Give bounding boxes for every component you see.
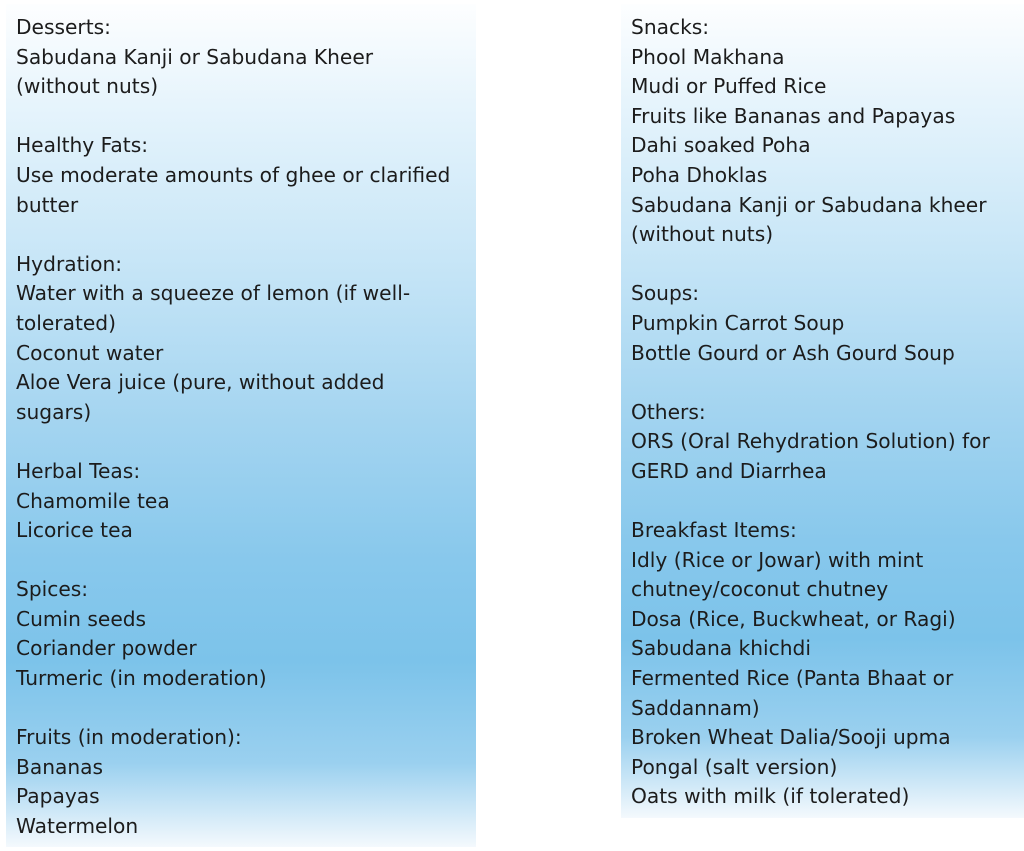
list-item: Bananas <box>16 754 104 779</box>
section-heading: Soups: <box>631 281 700 306</box>
list-item: Saddannam) <box>631 695 760 720</box>
list-item: Idly (Rice or Jowar) with mint <box>631 547 924 572</box>
list-item: Pongal (salt version) <box>631 754 838 779</box>
list-item: Aloe Vera juice (pure, without added <box>16 370 385 395</box>
section-herbal-teas <box>16 457 476 546</box>
list-item: Papayas <box>16 784 100 809</box>
list-item: (without nuts) <box>16 74 159 99</box>
section-spices <box>16 575 476 693</box>
section-heading: Fruits (in moderation): <box>16 725 242 750</box>
section-others <box>631 398 1024 487</box>
list-item: sugars) <box>16 399 92 424</box>
list-item: Cumin seeds <box>16 606 147 631</box>
list-item: Pumpkin Carrot Soup <box>631 310 845 335</box>
list-item: Chamomile tea <box>16 488 170 513</box>
list-item: Poha Dhoklas <box>631 162 768 187</box>
list-item: Dahi soaked Poha <box>631 133 811 158</box>
section-heading: Breakfast Items: <box>631 518 797 543</box>
section-heading: Snacks: <box>631 15 710 39</box>
section-heading: Others: <box>631 399 706 424</box>
list-item: GERD and Diarrhea <box>631 458 827 483</box>
section-heading: Healthy Fats: <box>16 133 149 158</box>
section-heading: Desserts: <box>16 15 111 39</box>
list-item: Licorice tea <box>16 518 133 543</box>
list-item: Watermelon <box>16 814 139 839</box>
list-item: Use moderate amounts of ghee or clarified <box>16 162 451 187</box>
section-heading: Hydration: <box>16 251 123 276</box>
list-item: Mudi or Puffed Rice <box>631 74 827 99</box>
list-item: Phool Makhana <box>631 44 785 69</box>
list-item: Fermented Rice (Panta Bhaat or <box>631 666 954 691</box>
list-item: ORS (Oral Rehydration Solution) for <box>631 429 990 454</box>
list-item: Dosa (Rice, Buckwheat, or Ragi) <box>631 606 956 631</box>
list-item: Broken Wheat Dalia/Sooji upma <box>631 725 951 750</box>
section-heading: Spices: <box>16 577 89 602</box>
list-item: Sabudana khichdi <box>631 636 811 661</box>
section-snacks <box>631 13 1024 250</box>
section-healthy-fats <box>16 131 476 220</box>
list-item: Fruits like Bananas and Papayas <box>631 103 956 128</box>
list-item: Bottle Gourd or Ash Gourd Soup <box>631 340 955 365</box>
list-item: butter <box>16 192 79 217</box>
left-food-list-panel <box>6 4 476 847</box>
section-soups <box>631 279 1024 368</box>
list-item: Oats with milk (if tolerated) <box>631 784 910 809</box>
list-item: Coriander powder <box>16 636 197 661</box>
list-item: tolerated) <box>16 310 116 335</box>
section-hydration <box>16 250 476 428</box>
section-fruits-in-moderation <box>16 723 476 841</box>
right-food-list-panel <box>621 4 1024 818</box>
section-heading: Herbal Teas: <box>16 458 141 483</box>
list-item: Sabudana Kanji or Sabudana Kheer <box>16 44 374 69</box>
list-item: Water with a squeeze of lemon (if well- <box>16 281 411 306</box>
list-item: Sabudana Kanji or Sabudana kheer <box>631 192 987 217</box>
list-item: Coconut water <box>16 340 164 365</box>
list-item: Turmeric (in moderation) <box>16 666 267 691</box>
list-item: (without nuts) <box>631 222 774 247</box>
list-item: chutney/coconut chutney <box>631 577 889 602</box>
section-breakfast-items <box>631 516 1024 812</box>
section-desserts <box>16 13 476 102</box>
